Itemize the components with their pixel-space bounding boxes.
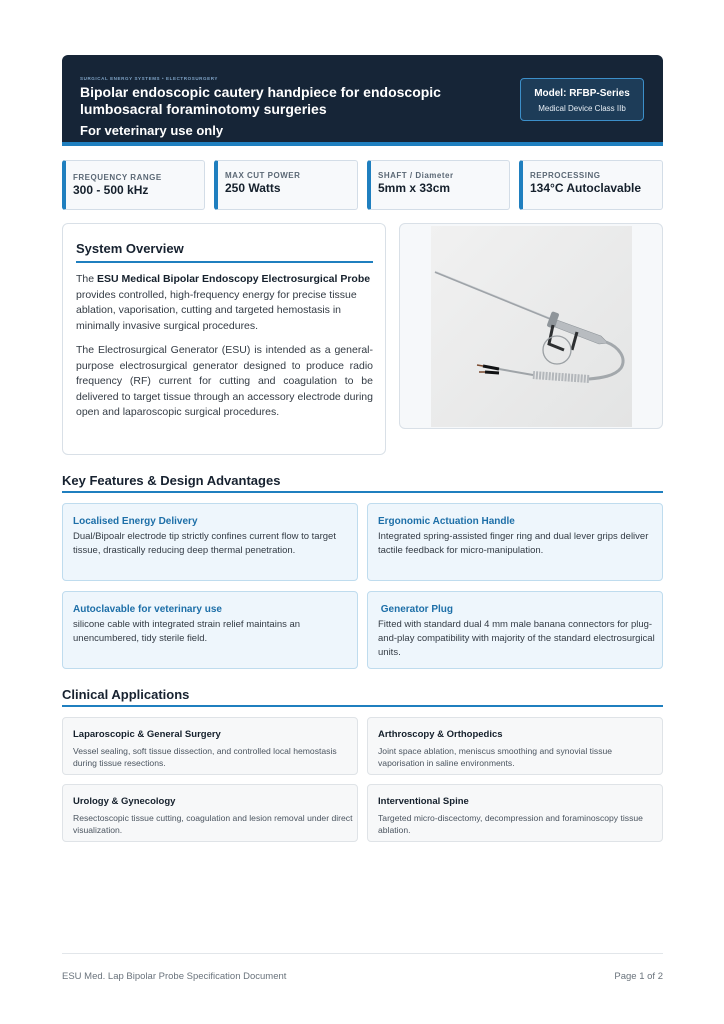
application-card [367, 784, 663, 842]
header-banner [62, 55, 663, 146]
system-overview-card [62, 223, 386, 455]
overview-p1-prefix: The [76, 273, 98, 285]
page-title: Bipolar endoscopic cautery handpiece for endoscopic lumbosacral foraminotomy surgeries [80, 84, 441, 117]
overview-p1-rest: provides controlled, high-frequency energy for precise tissue ablation, vaporisation, cutting and targeted hemostasis in minimally invasive surgical procedures. [76, 288, 357, 332]
application-body: Targeted micro-discectomy, decompression and foraminoscopy tissue ablation. [378, 813, 643, 835]
application-card [62, 784, 358, 842]
overview-paragraph-1 [76, 272, 373, 334]
product-photo-card [399, 223, 663, 429]
applications-divider [62, 705, 663, 707]
spec-value: 134°C Autoclavable [530, 181, 642, 195]
overview-paragraph-2: The Electrosurgical Generator (ESU) is intended as a general-purpose electrosurgical generator designed to produce radio frequency (RF) current for cutting and coagulation to be delivered to target tissue through an accessory electrode during open and laparoscopic surgical procedures. [76, 344, 373, 418]
application-title: Laparoscopic & General Surgery [73, 729, 221, 740]
applications-section-title: Clinical Applications [62, 687, 190, 702]
application-card [62, 717, 358, 775]
overview-divider [76, 261, 373, 263]
model-badge [520, 78, 644, 121]
feature-title: Generator Plug [378, 604, 454, 615]
feature-body: Integrated spring-assisted finger ring and dual lever grips deliver tactile feedback for micro-manipulation. [378, 531, 649, 556]
application-body: Vessel sealing, soft tissue dissection, and controlled local hemostasis during tissue resections. [73, 746, 337, 768]
feature-title: Localised Energy Delivery [73, 516, 198, 527]
spec-card-reprocessing [519, 160, 663, 210]
feature-card [367, 503, 663, 581]
feature-body: Fitted with standard dual 4 mm male banana connectors for plug-and-play compatibility with majority of the standard electrosurgical units. [378, 619, 655, 658]
footer-document-title: ESU Med. Lap Bipolar Probe Specification Document [62, 971, 287, 982]
application-title: Arthroscopy & Orthopedics [378, 729, 503, 740]
application-body: Resectoscopic tissue cutting, coagulation and lesion removal under direct visualization. [73, 813, 353, 835]
feature-card [62, 503, 358, 581]
spec-card-shaft [367, 160, 510, 210]
feature-body: silicone cable with integrated strain relief maintains an unencumbered, tidy sterile field. [73, 619, 301, 644]
spec-value: 300 - 500 kHz [73, 183, 149, 197]
footer-divider [62, 953, 663, 954]
spec-label: REPROCESSING [530, 171, 601, 180]
overview-title: System Overview [76, 241, 184, 256]
spec-card-power [214, 160, 358, 210]
spec-value: 5mm x 33cm [378, 181, 451, 195]
spec-label: FREQUENCY RANGE [73, 173, 162, 182]
model-name: Model: RFBP-Series [534, 88, 630, 99]
feature-title: Autoclavable for veterinary use [73, 604, 222, 615]
footer-page-number: Page 1 of 2 [614, 971, 663, 982]
feature-body: Dual/Bipoalr electrode tip strictly confines current flow to target tissue, drastically reducing deep thermal penetration. [73, 531, 336, 556]
model-class: Medical Device Class IIb [538, 104, 626, 113]
application-title: Interventional Spine [378, 796, 469, 807]
spec-label: SHAFT / Diameter [378, 171, 454, 180]
overview-product-name: ESU Medical Bipolar Endoscopy Electrosurgical Probe [97, 273, 371, 285]
spec-card-frequency [62, 160, 205, 210]
spec-label: MAX CUT POWER [225, 171, 301, 180]
features-divider [62, 491, 663, 493]
bipolar-probe-illustration [431, 226, 632, 427]
features-section-title: Key Features & Design Advantages [62, 473, 281, 488]
header-kicker: SURGICAL ENERGY SYSTEMS • ELECTROSURGERY [80, 76, 219, 81]
application-card [367, 717, 663, 775]
page-subtitle: For veterinary use only [80, 123, 224, 138]
feature-card [367, 591, 663, 669]
product-photo [431, 226, 632, 427]
feature-card [62, 591, 358, 669]
application-title: Urology & Gynecology [73, 796, 176, 807]
feature-title: Ergonomic Actuation Handle [378, 516, 515, 527]
application-body: Joint space ablation, meniscus smoothing and synovial tissue vaporisation in saline environments. [378, 746, 613, 768]
spec-value: 250 Watts [225, 181, 281, 195]
